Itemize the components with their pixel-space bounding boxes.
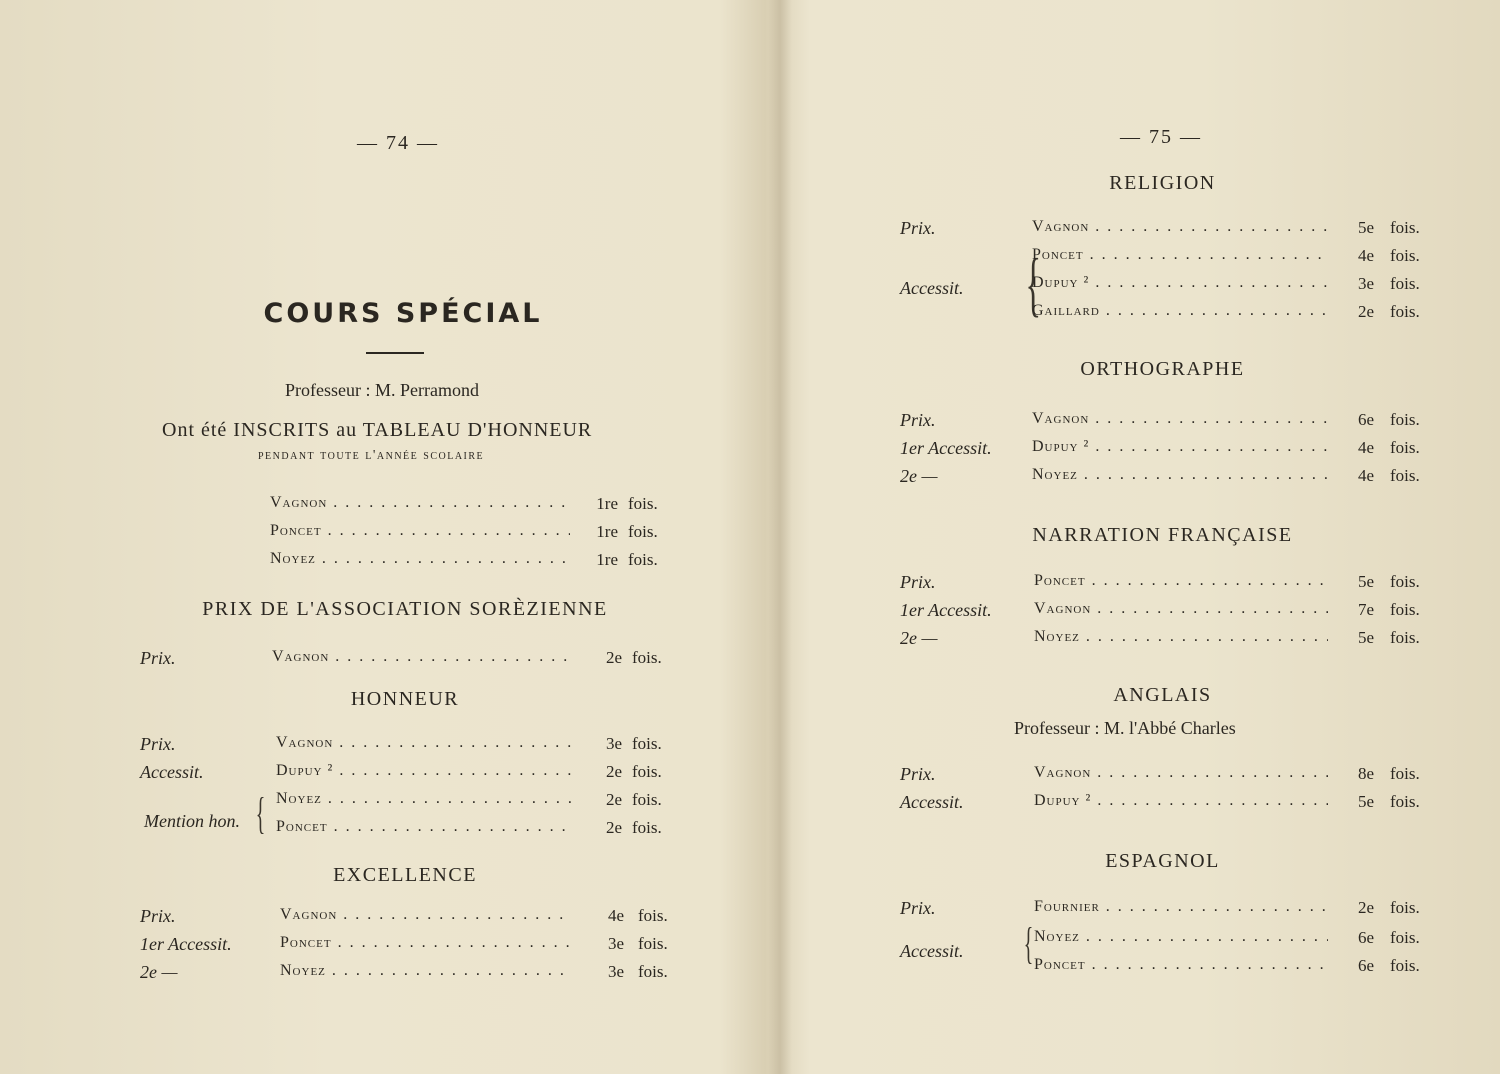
book-gutter xyxy=(768,0,792,1074)
narration-heading: NARRATION FRANÇAISE xyxy=(1032,524,1293,546)
excellence-row xyxy=(140,934,670,960)
title-rule xyxy=(366,352,424,354)
prize-label: 1er Accessit. xyxy=(900,438,992,458)
prize-label: Prix. xyxy=(900,218,936,238)
prize-label: 2e — xyxy=(900,466,938,486)
prize-label: Prix. xyxy=(900,410,936,430)
honor-row xyxy=(270,550,670,576)
student-name: Noyez . . . xyxy=(270,550,570,568)
honneur-row xyxy=(140,818,670,844)
student-name: Noyez . . . xyxy=(276,790,572,808)
fois-label: fois. xyxy=(1390,628,1420,647)
fois-label: fois. xyxy=(1390,466,1420,485)
prize-label: Prix. xyxy=(140,648,176,668)
fois-label: fois. xyxy=(1390,956,1420,975)
fois-label: fois. xyxy=(1390,764,1420,783)
count: 5e xyxy=(1357,572,1374,591)
brace: { xyxy=(1023,919,1034,968)
religion-row xyxy=(900,218,1430,244)
orthographe-row xyxy=(900,466,1430,492)
student-name: Vagnon . . . xyxy=(1034,764,1328,782)
religion-row xyxy=(900,302,1430,328)
student-name: Vagnon . . . xyxy=(1032,410,1328,428)
prize-label: Accessit. xyxy=(900,792,964,812)
count: 4e xyxy=(1357,466,1374,485)
page-75 xyxy=(790,0,1500,1074)
student-name: Dupuy ² . . . xyxy=(1032,274,1328,292)
prize-label: Prix. xyxy=(140,906,176,926)
fois-label: fois. xyxy=(1390,898,1420,917)
count: 5e xyxy=(1357,218,1374,237)
student-name: Vagnon . . . xyxy=(270,494,570,512)
narration-row xyxy=(900,572,1430,598)
association-heading: PRIX DE L'ASSOCIATION SORÈZIENNE xyxy=(202,598,608,620)
count: 2e xyxy=(605,648,622,667)
count: 6e xyxy=(1357,956,1374,975)
student-name: Vagnon . . . xyxy=(280,906,572,924)
prize-label: Prix. xyxy=(140,734,176,754)
student-name: Noyez . . . xyxy=(1034,928,1328,946)
count: 6e xyxy=(1357,410,1374,429)
prize-label: Prix. xyxy=(900,764,936,784)
student-name: Dupuy ² . . . xyxy=(1032,438,1328,456)
association-row xyxy=(140,648,670,674)
fois-label: fois. xyxy=(1390,438,1420,457)
fois-label: fois. xyxy=(638,906,668,925)
count: 7e xyxy=(1357,600,1374,619)
accessit-label: Accessit. xyxy=(900,278,964,298)
espagnol-row xyxy=(900,898,1430,924)
count: 4e xyxy=(607,906,624,925)
prize-label: 1er Accessit. xyxy=(900,600,992,620)
student-name: Poncet . . . xyxy=(1034,572,1328,590)
fois-label: fois. xyxy=(1390,218,1420,237)
fois-label: fois. xyxy=(638,934,668,953)
religion-heading: RELIGION xyxy=(1109,172,1216,194)
orthographe-row xyxy=(900,438,1430,464)
prize-label: 2e — xyxy=(140,962,178,982)
count: 1re xyxy=(596,550,618,569)
prize-label: 2e — xyxy=(900,628,938,648)
excellence-heading: EXCELLENCE xyxy=(333,864,477,886)
fois-label: fois. xyxy=(1390,792,1420,811)
professor-line: Professeur : M. Perramond xyxy=(285,380,479,400)
fois-label: fois. xyxy=(1390,600,1420,619)
student-name: Noyez . . . xyxy=(1032,466,1328,484)
count: 2e xyxy=(605,818,622,837)
student-name: Dupuy ² . . . xyxy=(276,762,572,780)
count: 4e xyxy=(1357,246,1374,265)
student-name: Dupuy ² . . . xyxy=(1034,792,1328,810)
espagnol-heading: ESPAGNOL xyxy=(1105,850,1220,872)
count: 2e xyxy=(605,790,622,809)
count: 3e xyxy=(1357,274,1374,293)
espagnol-row xyxy=(900,928,1430,954)
orthographe-heading: ORTHOGRAPHE xyxy=(1080,358,1245,380)
prize-label: 1er Accessit. xyxy=(140,934,232,954)
anglais-heading: ANGLAIS xyxy=(1113,684,1212,706)
fois-label: fois. xyxy=(1390,572,1420,591)
narration-row xyxy=(900,600,1430,626)
fois-label: fois. xyxy=(628,522,658,541)
student-name: Vagnon . . . xyxy=(1034,600,1328,618)
student-name: Gaillard . . . xyxy=(1032,302,1328,320)
religion-row xyxy=(900,274,1430,300)
count: 3e xyxy=(605,734,622,753)
count: 3e xyxy=(607,934,624,953)
accessit-label: Accessit. xyxy=(900,941,964,961)
orthographe-row xyxy=(900,410,1430,436)
brace: { xyxy=(1025,244,1042,324)
excellence-row xyxy=(140,906,670,932)
brace: { xyxy=(255,789,266,838)
honor-row xyxy=(270,494,670,520)
fois-label: fois. xyxy=(628,550,658,569)
count: 6e xyxy=(1357,928,1374,947)
count: 2e xyxy=(1357,898,1374,917)
fois-label: fois. xyxy=(1390,246,1420,265)
student-name: Noyez . . . xyxy=(1034,628,1328,646)
fois-label: fois. xyxy=(1390,302,1420,321)
prize-label: Prix. xyxy=(900,898,936,918)
espagnol-row xyxy=(900,956,1430,982)
count: 1re xyxy=(596,494,618,513)
student-name: Fournier . . . xyxy=(1034,898,1328,916)
fois-label: fois. xyxy=(632,734,662,753)
student-name: Noyez . . . xyxy=(280,962,572,980)
count: 5e xyxy=(1357,628,1374,647)
honor-subheading: pendant toute l'année scolaire xyxy=(258,448,485,463)
honneur-row xyxy=(140,790,670,816)
fois-label: fois. xyxy=(1390,274,1420,293)
count: 5e xyxy=(1357,792,1374,811)
narration-row xyxy=(900,628,1430,654)
honneur-heading: HONNEUR xyxy=(350,688,460,710)
count: 4e xyxy=(1357,438,1374,457)
fois-label: fois. xyxy=(632,762,662,781)
fois-label: fois. xyxy=(632,648,662,667)
anglais-row xyxy=(900,764,1430,790)
prize-label: Prix. xyxy=(900,572,936,592)
honor-row xyxy=(270,522,670,548)
student-name: Poncet . . . xyxy=(270,522,570,540)
fois-label: fois. xyxy=(638,962,668,981)
page-number: — 74 — xyxy=(357,132,439,154)
professor-line: Professeur : M. l'Abbé Charles xyxy=(1014,718,1236,738)
anglais-row xyxy=(900,792,1430,818)
section-title: COURS SPÉCIAL xyxy=(263,298,543,329)
fois-label: fois. xyxy=(632,818,662,837)
student-name: Poncet . . . xyxy=(1032,246,1328,264)
student-name: Vagnon . . . xyxy=(1032,218,1328,236)
fois-label: fois. xyxy=(1390,928,1420,947)
student-name: Poncet . . . xyxy=(280,934,572,952)
count: 2e xyxy=(605,762,622,781)
fois-label: fois. xyxy=(1390,410,1420,429)
honneur-row xyxy=(140,762,670,788)
fois-label: fois. xyxy=(632,790,662,809)
count: 8e xyxy=(1357,764,1374,783)
student-name: Poncet . . . xyxy=(1034,956,1328,974)
religion-row xyxy=(900,246,1430,272)
student-name: Vagnon . . . xyxy=(276,734,572,752)
count: 1re xyxy=(596,522,618,541)
prize-label: Accessit. xyxy=(140,762,204,782)
student-name: Vagnon . . . xyxy=(272,648,572,666)
count: 2e xyxy=(1357,302,1374,321)
honor-heading: Ont été INSCRITS au TABLEAU D'HONNEUR xyxy=(162,419,593,441)
fois-label: fois. xyxy=(628,494,658,513)
page-number: — 75 — xyxy=(1120,126,1202,148)
count: 3e xyxy=(607,962,624,981)
excellence-row xyxy=(140,962,670,988)
honneur-row xyxy=(140,734,670,760)
student-name: Poncet . . . xyxy=(276,818,572,836)
mention-label: Mention hon. xyxy=(144,811,240,831)
